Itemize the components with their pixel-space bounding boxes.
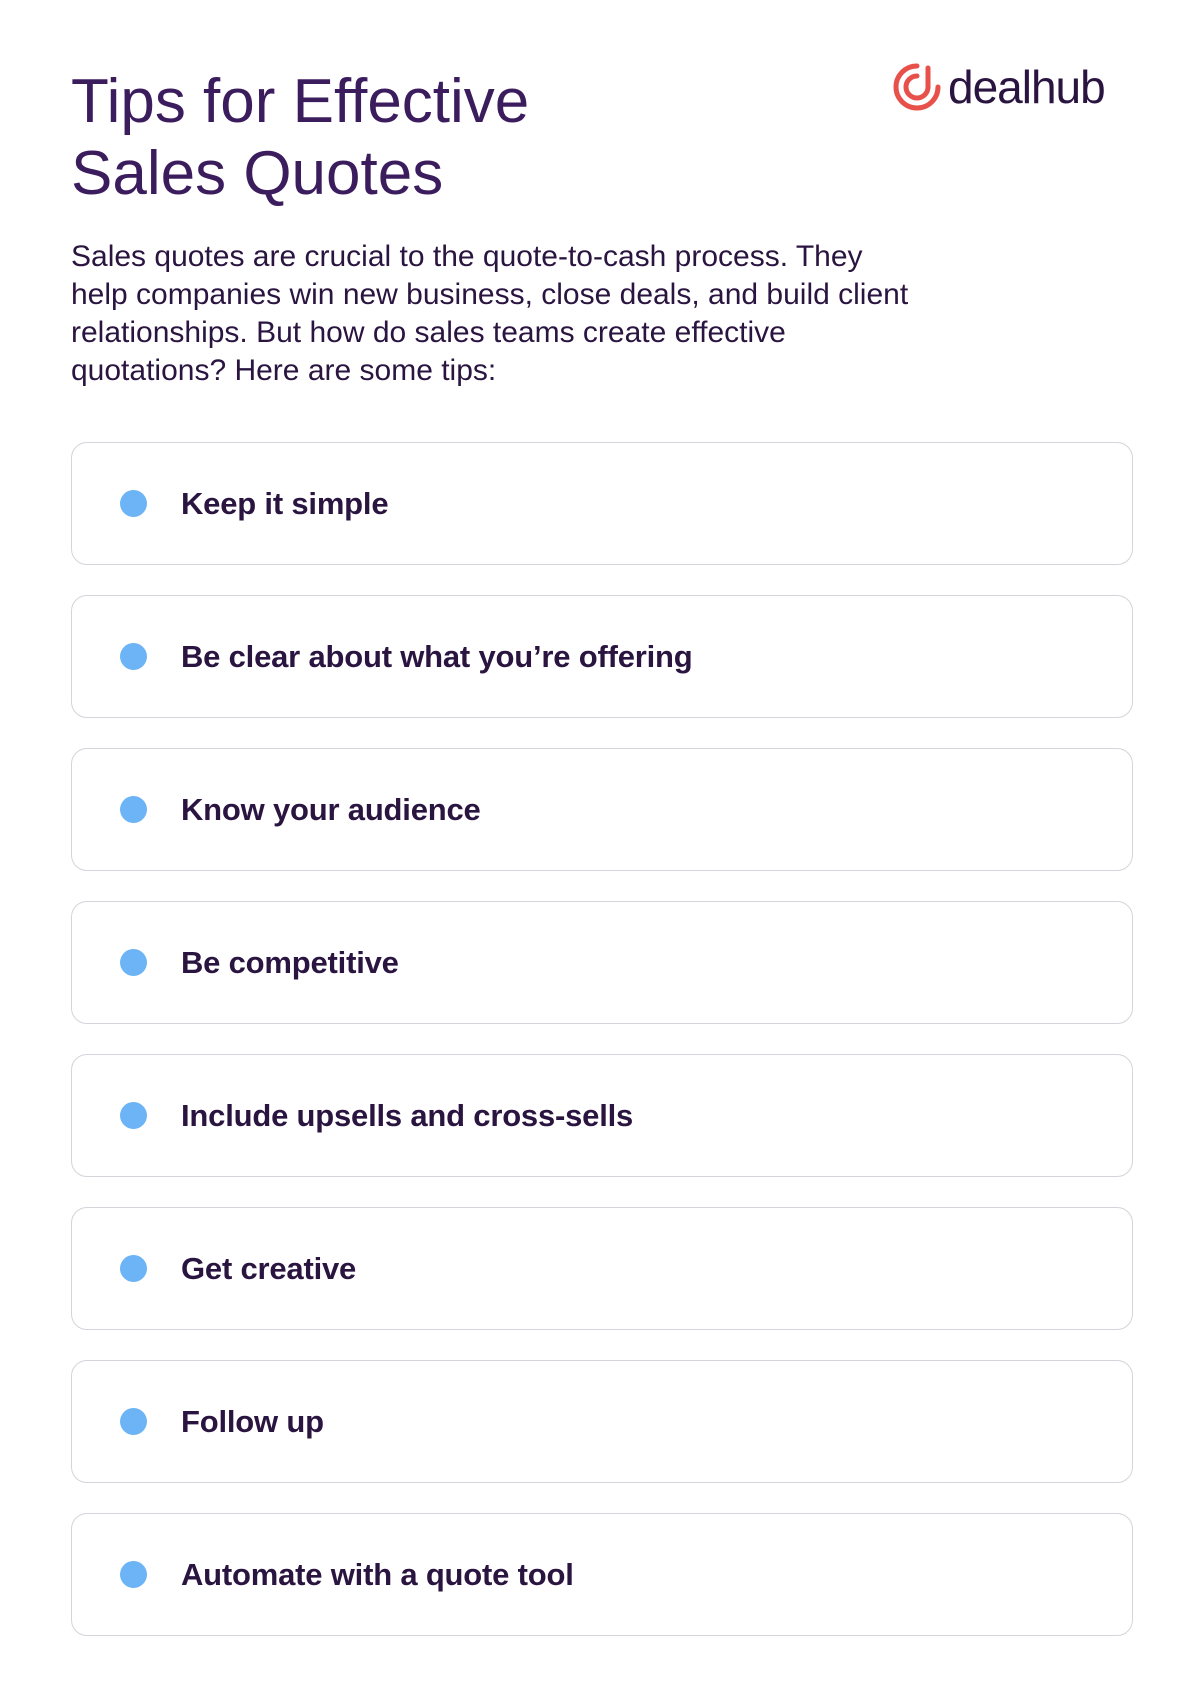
bullet-dot-icon xyxy=(120,796,147,823)
page-title xyxy=(71,66,529,210)
tip-card xyxy=(71,748,1133,871)
tip-card xyxy=(71,442,1133,565)
tip-label: Be competitive xyxy=(181,944,399,980)
tip-card xyxy=(71,595,1133,718)
bullet-dot-icon xyxy=(120,643,147,670)
intro-paragraph: Sales quotes are crucial to the quote-to-cash process. They help companies win new business, close deals, and build client relationships. But how do sales teams create effective quotations? Here are some tips: xyxy=(71,240,909,387)
tip-label: Include upsells and cross-sells xyxy=(181,1097,634,1133)
bullet-dot-icon xyxy=(120,1255,147,1282)
tip-label: Keep it simple xyxy=(181,485,389,521)
tip-card xyxy=(71,1513,1133,1636)
page-title-line-2: Sales Quotes xyxy=(71,139,444,208)
tip-card xyxy=(71,1360,1133,1483)
bullet-dot-icon xyxy=(120,1408,147,1435)
dealhub-logo xyxy=(892,58,1105,116)
tip-label: Know your audience xyxy=(181,791,481,827)
bullet-dot-icon xyxy=(120,949,147,976)
tip-card xyxy=(71,901,1133,1024)
tip-card xyxy=(71,1207,1133,1330)
page-title-line-1: Tips for Effective xyxy=(71,67,530,136)
tip-label: Get creative xyxy=(181,1250,357,1286)
bullet-dot-icon xyxy=(120,490,147,517)
tips-list xyxy=(71,442,1133,1636)
tip-label: Follow up xyxy=(181,1403,324,1439)
bullet-dot-icon xyxy=(120,1102,147,1129)
tip-card xyxy=(71,1054,1133,1177)
dealhub-logo-mark-icon xyxy=(892,62,942,112)
tip-label: Be clear about what you’re offering xyxy=(181,638,693,674)
logo-wordmark: dealhub xyxy=(948,61,1105,113)
bullet-dot-icon xyxy=(120,1561,147,1588)
tip-label: Automate with a quote tool xyxy=(181,1556,574,1592)
